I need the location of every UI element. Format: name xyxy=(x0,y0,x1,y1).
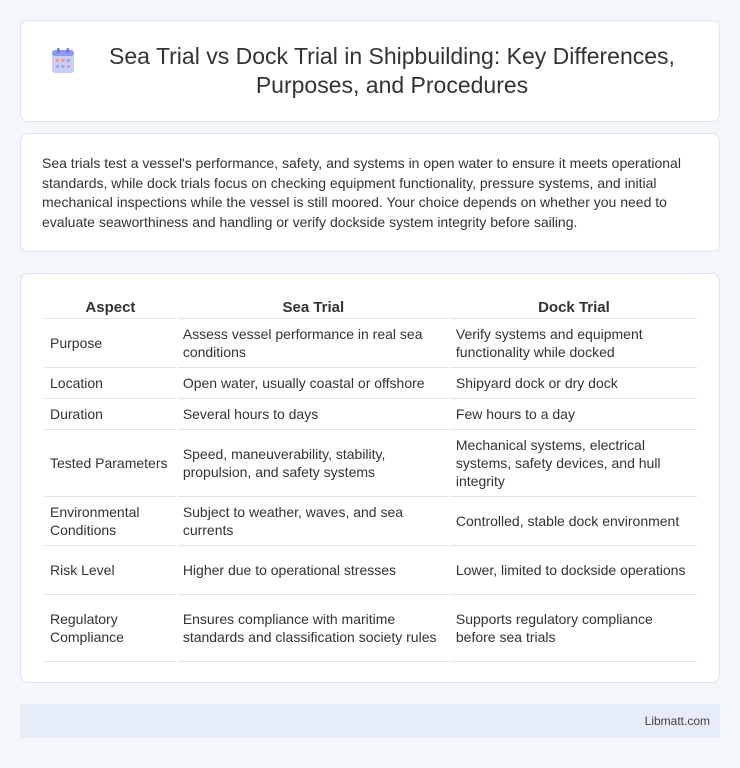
table-row xyxy=(45,399,697,430)
table-header-row xyxy=(45,294,697,319)
comparison-table-card xyxy=(20,273,720,683)
summary-card xyxy=(20,133,720,252)
table-row xyxy=(45,546,697,595)
footer-brand[interactable]: Libmatt.com xyxy=(644,714,710,728)
title-wrap xyxy=(21,42,719,100)
row-dock-trial: Few hours to a day xyxy=(451,399,697,430)
row-sea-trial: Open water, usually coastal or offshore xyxy=(178,368,449,399)
row-sea-trial: Higher due to operational stresses xyxy=(178,546,449,595)
row-dock-trial: Controlled, stable dock environment xyxy=(451,497,697,546)
header-aspect: Aspect xyxy=(45,294,176,319)
table-row xyxy=(45,319,697,368)
footer xyxy=(20,704,720,738)
row-sea-trial: Speed, maneuverability, stability, propulsion, and safety systems xyxy=(178,430,449,497)
row-aspect: Regulatory Compliance xyxy=(45,595,176,662)
table-row xyxy=(45,497,697,546)
row-aspect: Purpose xyxy=(45,319,176,368)
summary-text: Sea trials test a vessel's performance, safety, and systems in open water to ensure it meets operational standards, while dock trials focus on checking equipment functionality, pressure systems, and initial mechanical inspections while the vessel is still moored. Your choice depends on whether you need to evaluate seaworthiness and handling or verify dockside system integrity before sailing. xyxy=(42,155,681,230)
page-title: Sea Trial vs Dock Trial in Shipbuilding: Key Differences, Purposes, and Procedures xyxy=(109,43,675,98)
row-sea-trial: Subject to weather, waves, and sea currents xyxy=(178,497,449,546)
header-sea-trial: Sea Trial xyxy=(178,294,449,319)
row-aspect: Duration xyxy=(45,399,176,430)
row-aspect: Location xyxy=(45,368,176,399)
row-dock-trial: Lower, limited to dockside operations xyxy=(451,546,697,595)
table-row xyxy=(45,368,697,399)
header-dock-trial: Dock Trial xyxy=(451,294,697,319)
row-dock-trial: Shipyard dock or dry dock xyxy=(451,368,697,399)
document-icon xyxy=(51,48,75,74)
table-row xyxy=(45,430,697,497)
row-aspect: Environmental Conditions xyxy=(45,497,176,546)
title-card xyxy=(20,20,720,122)
row-aspect: Tested Parameters xyxy=(45,430,176,497)
row-sea-trial: Ensures compliance with maritime standards and classification society rules xyxy=(178,595,449,662)
row-dock-trial: Mechanical systems, electrical systems, safety devices, and hull integrity xyxy=(451,430,697,497)
row-dock-trial: Supports regulatory compliance before sea trials xyxy=(451,595,697,662)
comparison-table xyxy=(43,294,699,662)
row-aspect: Risk Level xyxy=(45,546,176,595)
row-sea-trial: Several hours to days xyxy=(178,399,449,430)
row-dock-trial: Verify systems and equipment functionality while docked xyxy=(451,319,697,368)
row-sea-trial: Assess vessel performance in real sea conditions xyxy=(178,319,449,368)
table-row xyxy=(45,595,697,662)
